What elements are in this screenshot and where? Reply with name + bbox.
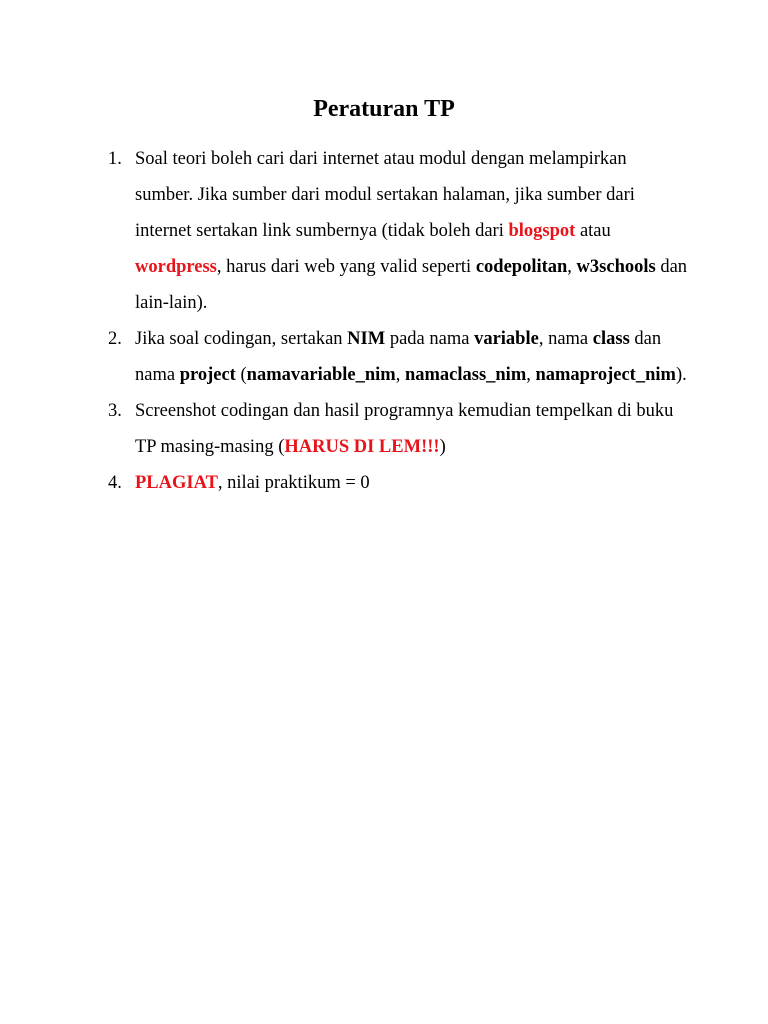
rule-text-segment: ,	[395, 365, 405, 385]
rule-item-1	[108, 141, 688, 321]
keyword-variable: variable	[474, 329, 539, 349]
rule-number: 3.	[108, 401, 122, 421]
keyword-class: class	[592, 329, 630, 349]
rule-number: 1.	[108, 149, 122, 169]
rule-text-segment: dan nama	[135, 329, 662, 385]
rule-text	[135, 401, 673, 457]
keyword-namaclass-nim: namaclass_nim	[404, 365, 527, 385]
keyword-codepolitan: codepolitan	[475, 257, 568, 277]
page-title: Peraturan TP	[313, 96, 455, 122]
rule-text	[135, 473, 370, 493]
rule-text	[135, 149, 687, 313]
keyword-namaproject-nim: namaproject_nim	[535, 365, 676, 385]
rule-text-segment: ,	[526, 365, 536, 385]
rule-text-segment: ,	[567, 257, 577, 277]
rule-text-segment: dan lain-lain).	[135, 257, 688, 313]
rule-text-segment: Jika soal codingan, sertakan	[135, 329, 348, 349]
rule-text-segment: )	[439, 437, 446, 457]
rule-text-segment: Soal teori boleh cari dari internet atau modul dengan melampirkan sumber. Jika sumber dari modul sertakan halaman, jika sumber dari internet sertakan link sumbernya (tidak boleh dari	[135, 149, 635, 241]
rule-text-segment: Screenshot codingan dan hasil programnya kemudian tempelkan di buku TP masing-masing (	[135, 401, 674, 457]
rule-number: 4.	[108, 473, 122, 493]
rule-text	[135, 329, 687, 385]
rule-text-segment: atau	[575, 221, 611, 241]
rule-number: 2.	[108, 329, 122, 349]
rule-text-segment: pada nama	[385, 329, 475, 349]
keyword-nim: NIM	[347, 329, 386, 349]
rule-item-3	[108, 393, 688, 465]
keyword-plagiat: PLAGIAT	[135, 473, 218, 493]
rule-item-4	[108, 465, 688, 501]
keyword-w3schools: w3schools	[576, 257, 656, 277]
rule-text-segment: , harus dari web yang valid seperti	[216, 257, 476, 277]
keyword-blogspot: blogspot	[508, 221, 576, 241]
rule-text-segment: , nama	[538, 329, 593, 349]
rule-text-segment: , nilai praktikum = 0	[217, 473, 370, 493]
keyword-wordpress: wordpress	[135, 257, 217, 277]
keyword-harus-di-lem: HARUS DI LEM!!!	[284, 437, 440, 457]
rule-text-segment: (	[235, 365, 247, 385]
rules-list	[108, 141, 688, 501]
rule-text-segment: ).	[675, 365, 687, 385]
rule-item-2	[108, 321, 688, 393]
keyword-project: project	[179, 365, 236, 385]
keyword-namavariable-nim: namavariable_nim	[246, 365, 396, 385]
